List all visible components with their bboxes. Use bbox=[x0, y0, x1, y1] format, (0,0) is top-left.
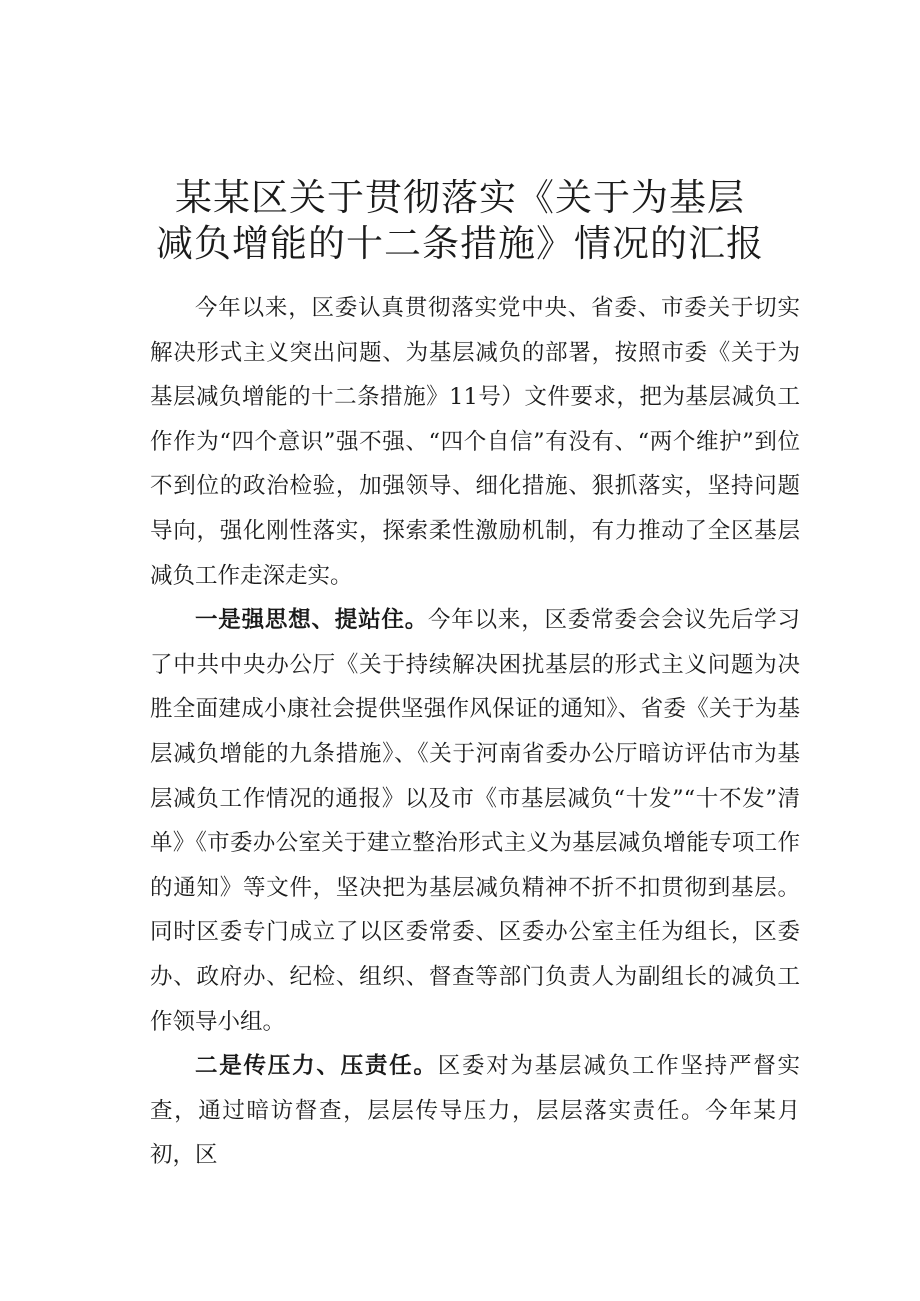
paragraph-text: 区委对为基层减负工作坚持严督实查，通过暗访督查，层层传导压力，层层落实责任。今年某月初，区 bbox=[150, 1053, 800, 1169]
paragraph-intro bbox=[150, 286, 800, 598]
paragraph-point-1 bbox=[150, 598, 800, 1044]
paragraph-point-2 bbox=[150, 1044, 800, 1178]
title-line-1: 某某区关于贯彻落实《关于为基层 bbox=[175, 175, 745, 219]
document-title bbox=[0, 175, 920, 267]
paragraph-text: 今年以来，区委认真贯彻落实党中央、省委、市委关于切实解决形式主义突出问题、为基层减负的部署，按照市委《关于为基层减负增能的十二条措施》11号）文件要求，把为基层减负工作作为“四个意识”强不强、“四个自信”有没有、“两个维护”到位不到位的政治检验，加强领导、细化措施、狠抓落实，坚持问题导向，强化刚性落实，探索柔性激励机制，有力推动了全区基层减负工作走深走实。 bbox=[150, 295, 800, 589]
paragraph-lead: 一是强思想、提站住。 bbox=[195, 607, 428, 634]
paragraph-text: 今年以来，区委常委会会议先后学习了中共中央办公厅《关于持续解决困扰基层的形式主义问题为决胜全面建成小康社会提供坚强作风保证的通知》、省委《关于为基层减负增能的九条措施》、《关于河南省委办公厅暗访评估市为基层减负工作情况的通报》以及市《市基层减负“十发”“十不发”清单》《市委办公室关于建立整治形式主义为基层减负增能专项工作的通知》等文件，坚决把为基层减负精神不折不扣贯彻到基层。同时区委专门成立了以区委常委、区委办公室主任为组长，区委办、政府办、纪检、组织、督查等部门负责人为副组长的减负工作领导小组。 bbox=[150, 607, 800, 1035]
paragraph-lead: 二是传压力、压责任。 bbox=[195, 1053, 438, 1080]
title-line-2: 减负增能的十二条措施》情况的汇报 bbox=[156, 221, 764, 265]
document-body bbox=[150, 286, 800, 1178]
